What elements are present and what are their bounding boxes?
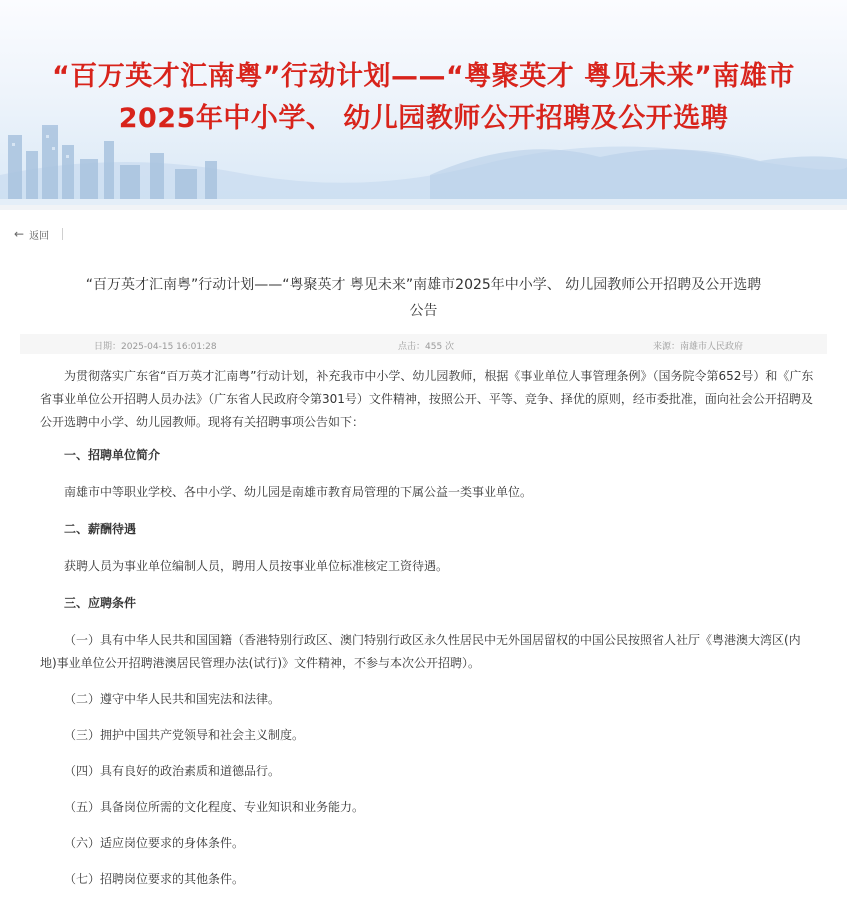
view-count: 点击：455 次: [398, 342, 455, 352]
condition-item: （一）具有中华人民共和国国籍（香港特别行政区、澳门特别行政区永久性居民中无外国居留权的中国公民按照省人社厅《粤港澳大湾区(内地)事业单位公开招聘港澳居民管理办法(试行)》文件精神，不参与本次公开招聘）。: [40, 633, 801, 670]
article-title-line-2: 公告: [409, 303, 438, 319]
publish-date: 日期：2025-04-15 16:01:28: [94, 342, 217, 352]
divider: [62, 228, 63, 240]
intro-paragraph: 为贯彻落实广东省“百万英才汇南粤”行动计划，补充我市中小学、幼儿园教师，根据《事业单位人事管理条例》（国务院令第652号）和《广东省事业单位公开招聘人员办法》（广东省人民政府令第301号）文件精神，按照公开、平等、竞争、择优的原则，经市委批准，面向社会公开招聘及公开选聘中小学、幼儿园教师。现将有关招聘事项公告如下：: [40, 369, 814, 429]
section-heading-3: 三、应聘条件: [64, 596, 137, 610]
header-banner: [0, 0, 847, 205]
condition-item: （五）具备岗位所需的文化程度、专业知识和业务能力。: [64, 800, 365, 814]
condition-item: （二）遵守中华人民共和国宪法和法律。: [64, 692, 281, 706]
section-paragraph-1: 南雄市中等职业学校、各中小学、幼儿园是南雄市教育局管理的下属公益一类事业单位。: [64, 485, 533, 499]
article-title-line-1: “百万英才汇南粤”行动计划——“粤聚英才 粤见未来”南雄市2025年中小学、 幼儿园教师公开招聘及公开选聘: [85, 277, 762, 293]
article-meta-bar: [20, 334, 827, 354]
article-source: 来源：南雄市人民政府: [652, 342, 743, 352]
back-arrow-icon: ←: [14, 227, 25, 241]
back-button[interactable]: [14, 226, 49, 242]
article-card: [0, 210, 847, 919]
section-heading-2: 二、薪酬待遇: [64, 522, 137, 536]
article-title: [20, 272, 827, 324]
section-heading-1: 一、招聘单位简介: [64, 448, 161, 462]
condition-item: （三）拥护中国共产党领导和社会主义制度。: [64, 728, 305, 742]
condition-item: （七）招聘岗位要求的其他条件。: [64, 872, 245, 886]
banner-title: [0, 56, 847, 140]
banner-title-line-2: 2025年中小学、 幼儿园教师公开招聘及公开选聘: [118, 103, 729, 134]
condition-item: （六）适应岗位要求的身体条件。: [64, 836, 245, 850]
banner-title-line-1: “百万英才汇南粤”行动计划——“粤聚英才 粤见未来”南雄市: [52, 61, 795, 92]
article-body: [40, 365, 814, 904]
condition-item: （四）具有良好的政治素质和道德品行。: [64, 764, 281, 778]
section-paragraph-2: 获聘人员为事业单位编制人员，聘用人员按事业单位标准核定工资待遇。: [64, 559, 449, 573]
back-label: 返回: [29, 230, 50, 242]
